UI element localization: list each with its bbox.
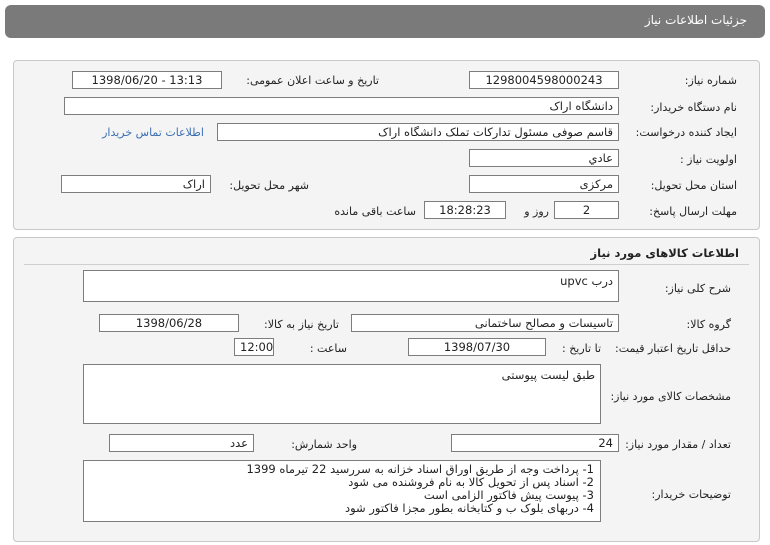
need-date-label: تاریخ نیاز به کالا:: [264, 318, 339, 331]
city-label: شهر محل تحویل:: [229, 179, 309, 192]
qty-field: 24: [451, 434, 619, 452]
announce-label: تاریخ و ساعت اعلان عمومی:: [246, 74, 379, 87]
title-bar: [5, 5, 765, 38]
price-time-label: ساعت :: [309, 342, 347, 355]
deadline-label: مهلت ارسال پاسخ:: [649, 205, 737, 218]
specs-label: مشخصات کالای مورد نیاز:: [610, 390, 731, 403]
province-field: مرکزی: [469, 175, 619, 193]
need-date-field: 1398/06/28: [99, 314, 239, 332]
goods-group-label: گروه کالا:: [686, 318, 731, 331]
announce-datetime-field: 1398/06/20 - 13:13: [72, 71, 222, 89]
need-number-field: 1298004598000243: [469, 71, 619, 89]
priority-field: عادي: [469, 149, 619, 167]
buyer-contact-link[interactable]: اطلاعات تماس خریدار: [102, 126, 204, 139]
unit-label: واحد شمارش:: [291, 438, 357, 451]
creator-field: قاسم صوفی مسئول تدارکات تملک دانشگاه اراک: [217, 123, 619, 141]
time-left-field: 18:28:23: [424, 201, 506, 219]
creator-label: ایجاد کننده درخواست:: [635, 126, 737, 139]
priority-label: اولویت نیاز :: [679, 153, 737, 166]
buyer-org-field: دانشگاه اراک: [64, 97, 619, 115]
goods-section-title: اطلاعات کالاهای مورد نیاز: [590, 246, 739, 260]
until-date-field: 1398/07/30: [408, 338, 546, 356]
days-field: 2: [554, 201, 619, 219]
buyer-org-label: نام دستگاه خریدار:: [650, 101, 737, 114]
note-line: 3- پیوست پیش فاکتور الزامی است: [423, 488, 594, 502]
summary-field: درب upvc: [83, 270, 619, 302]
buyer-notes-box: [83, 460, 601, 522]
note-line: 4- دربهای بلوک ب و کتابخانه بطور مجزا فاکتور شود: [344, 501, 594, 515]
goods-group-field: تاسیسات و مصالح ساختمانی: [351, 314, 619, 332]
note-line: 1- پرداخت وجه از طریق اوراق اسناد خزانه به سررسید 22 تیرماه 1399: [246, 462, 594, 476]
need-number-label: شماره نیاز:: [684, 74, 737, 87]
note-line: 2- اسناد پس از تحویل کالا به نام فروشنده می شود: [348, 475, 594, 489]
goods-info-panel: [13, 237, 760, 542]
province-label: استان محل تحویل:: [650, 179, 737, 192]
until-date-label: تا تاریخ :: [562, 342, 601, 355]
need-info-panel: [13, 60, 760, 230]
page-title: جزئیات اطلاعات نیاز: [644, 13, 747, 27]
time-left-label: ساعت باقی مانده: [334, 205, 416, 218]
notes-label: توضیحات خریدار:: [651, 488, 731, 501]
qty-label: تعداد / مقدار مورد نیاز:: [625, 438, 731, 451]
validity-label: حداقل تاریخ اعتبار قیمت:: [615, 342, 731, 355]
summary-label: شرح کلی نیاز:: [664, 282, 731, 295]
city-field: اراک: [61, 175, 211, 193]
price-time-field: 12:00: [234, 338, 274, 356]
unit-field: عدد: [109, 434, 254, 452]
day-label: روز و: [524, 205, 549, 218]
section-divider: [24, 264, 749, 265]
specs-field: طبق لیست پیوستی: [83, 364, 601, 424]
